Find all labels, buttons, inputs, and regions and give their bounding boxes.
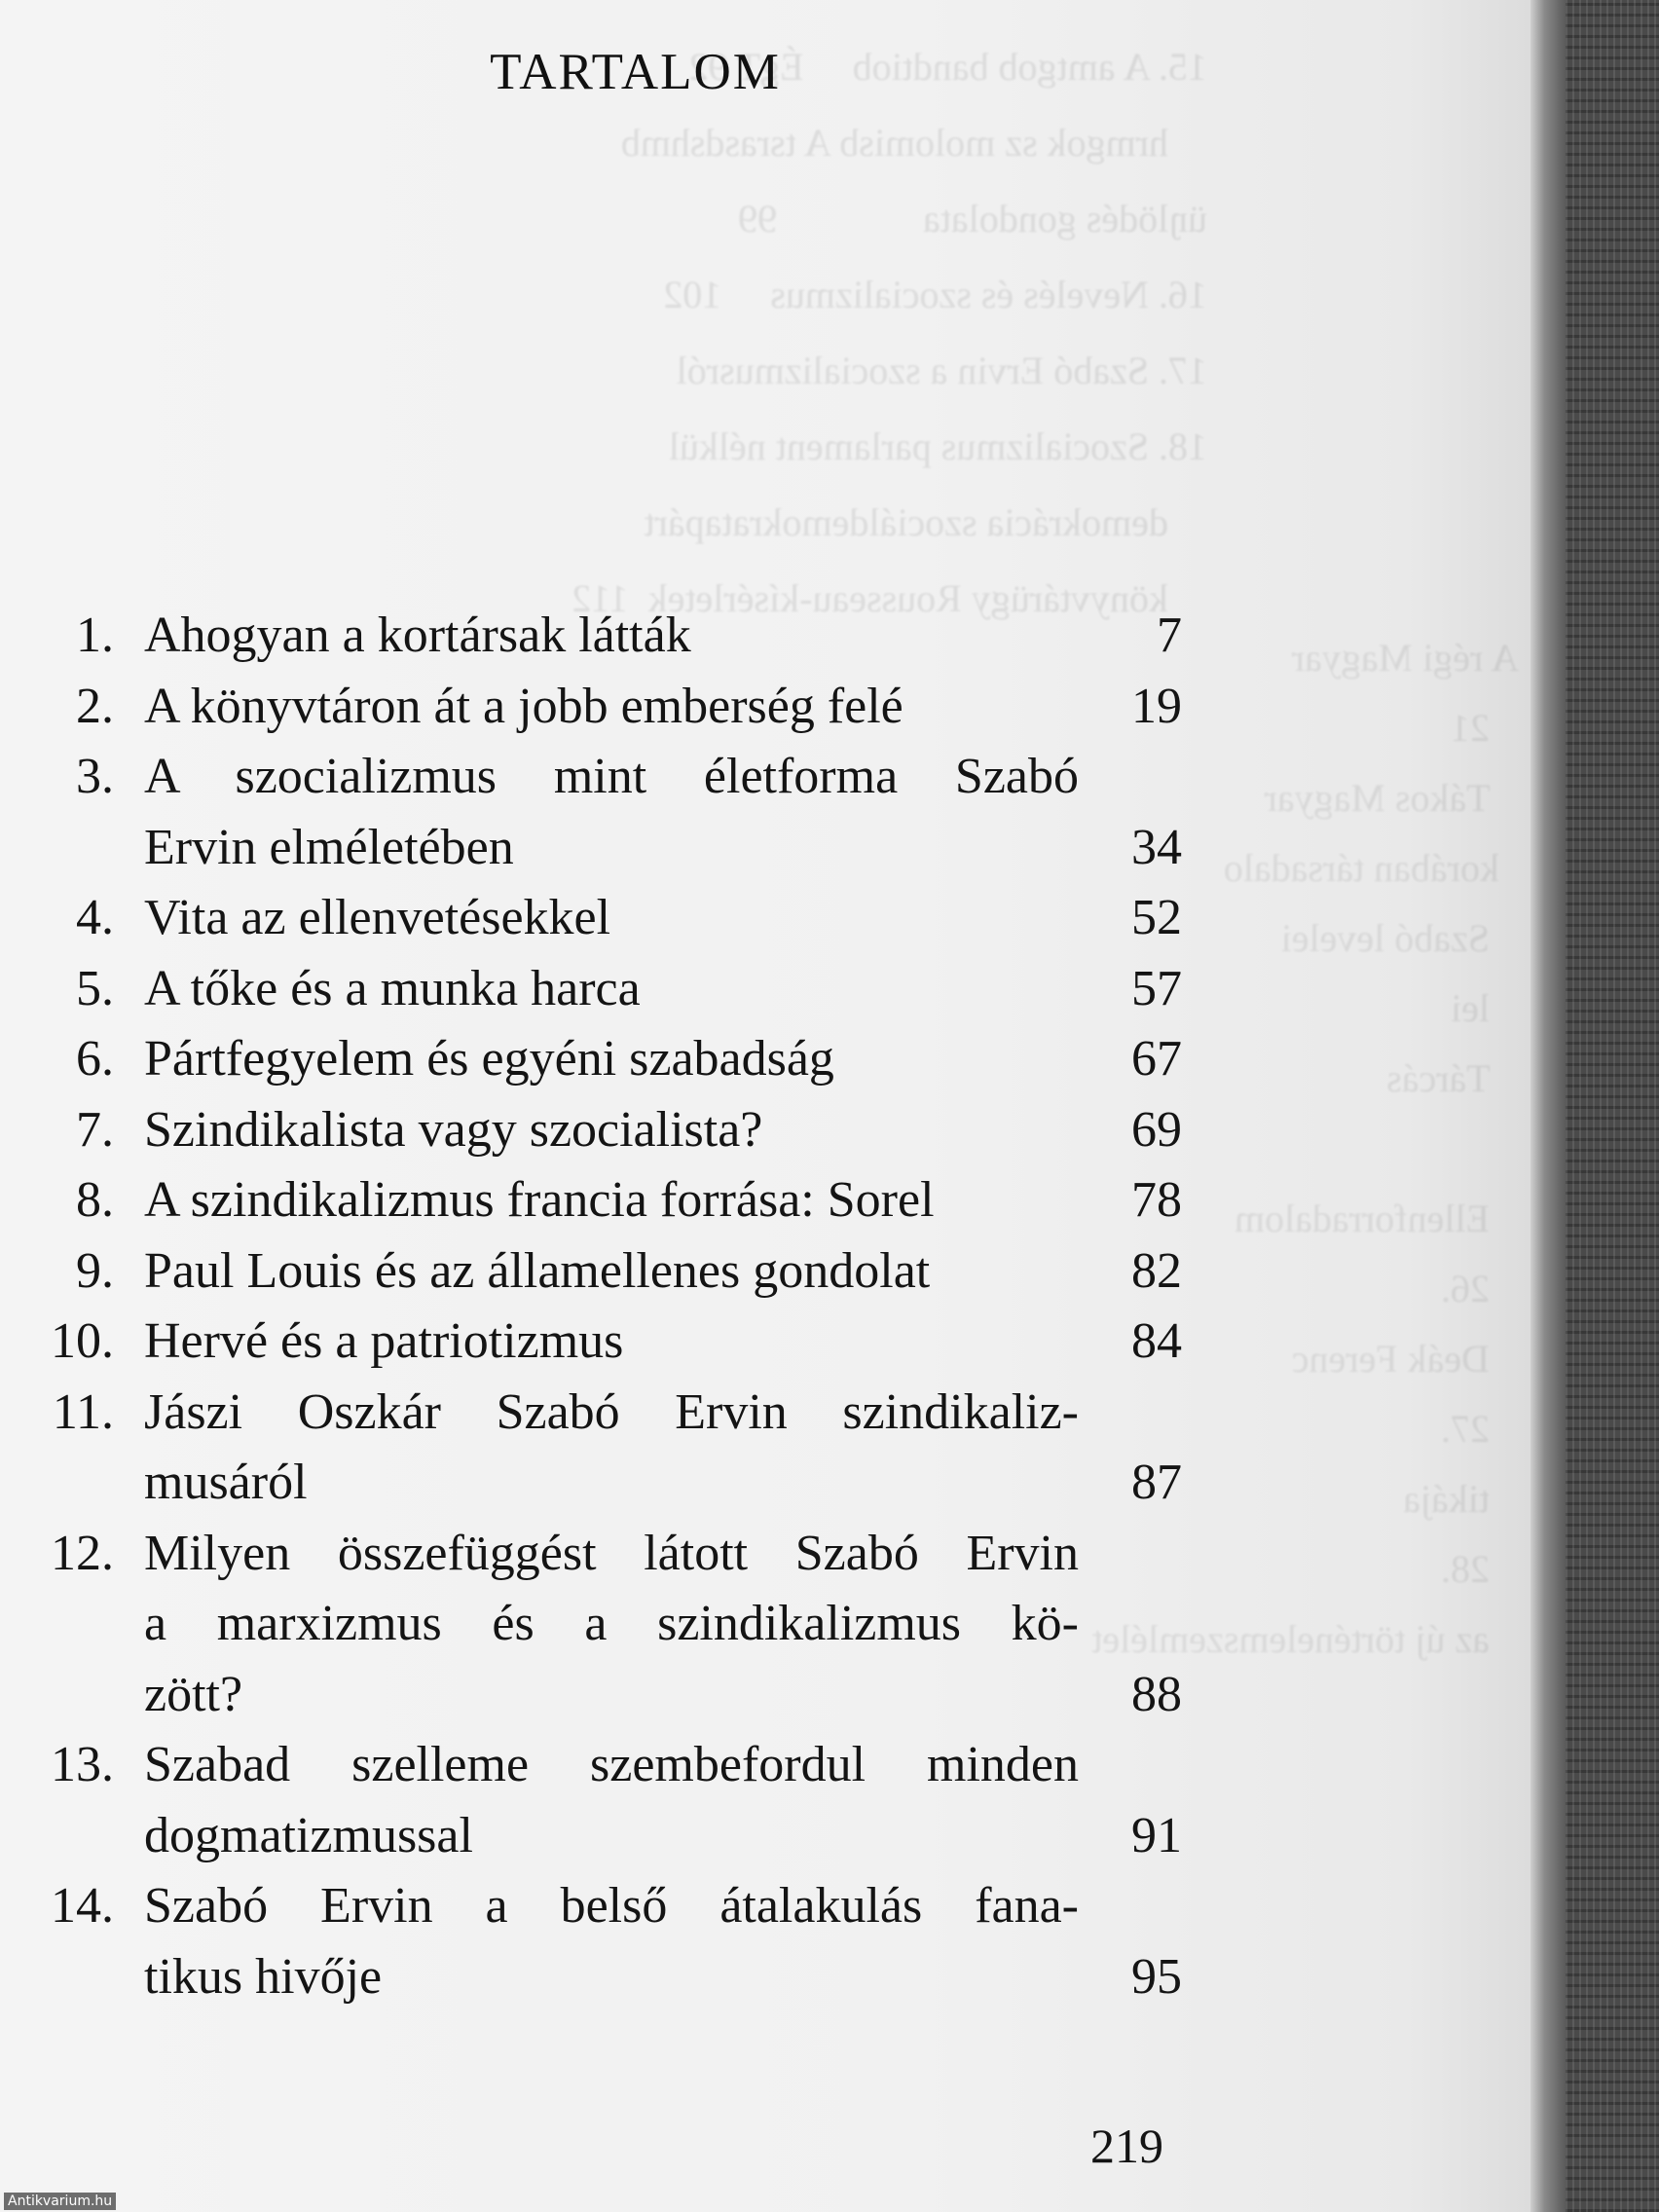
toc-page-reference: 91 — [1131, 1807, 1182, 1863]
toc-entry-title: Szabad szelleme szembefordul minden — [144, 1737, 1079, 1792]
toc-entry-title: dogmatizmussal — [144, 1807, 473, 1863]
toc-line — [0, 1589, 1363, 1660]
toc-entry-number: 12. — [51, 1525, 114, 1581]
show-through-text-lower: A régi Magyar 21 Tákos Magyar korában társadalo Szabó levelei lei Tárcás Ellenforradalom 26. Deák Ferenc 27. tikája 28. az új történelemszemlélet — [1091, 636, 1519, 1661]
toc-entry — [0, 1024, 1363, 1095]
toc-line — [0, 1378, 1363, 1449]
toc-entry-title: Pártfegyelem és egyéni szabadság — [144, 1031, 834, 1087]
toc-line — [0, 1307, 1363, 1378]
toc-entry-number: 5. — [76, 960, 114, 1016]
toc-line — [0, 1801, 1363, 1872]
toc-line — [0, 1942, 1363, 2013]
toc-page-reference: 82 — [1131, 1242, 1182, 1299]
toc-page-reference: 52 — [1131, 890, 1182, 945]
toc-page-reference: 84 — [1131, 1313, 1182, 1369]
toc-entry — [0, 672, 1363, 743]
watermark: Antikvarium.hu — [4, 2193, 116, 2210]
toc-entry-number: 14. — [51, 1878, 114, 1934]
toc-entry — [0, 1165, 1363, 1236]
toc-page-reference: 87 — [1131, 1455, 1182, 1510]
toc-entry-title: zött? — [144, 1666, 243, 1722]
toc-line — [0, 1448, 1363, 1519]
show-through-text: 15. A amtgob bandtiob ÉgT 92 hrmgok sz molomisb A tsrasdshmb üŋlödés gondolata 99 16. Nevelés és szocializmus 102 17. Szabó Ervin a szocializmusról 18. Szocializmus parlament nélkül demokrácia szociáldemokratapárt könyvtárügy Rousseau-kísérletek 112 — [571, 45, 1207, 620]
toc-line — [0, 954, 1363, 1025]
toc-entry-number: 11. — [52, 1383, 114, 1440]
toc-entry-number: 8. — [76, 1172, 114, 1228]
toc-entry — [0, 1730, 1363, 1871]
toc-entry — [0, 1378, 1363, 1519]
toc-entry — [0, 1307, 1363, 1378]
page-number: 219 — [1090, 2119, 1163, 2173]
toc-entry — [0, 601, 1363, 672]
toc-line — [0, 1165, 1363, 1236]
toc-line — [0, 601, 1363, 672]
toc-entry-title: a marxizmus és a szindikalizmus kö- — [144, 1596, 1079, 1651]
toc-entry-number: 6. — [76, 1031, 114, 1087]
toc-line — [0, 1024, 1363, 1095]
toc-entry-title: Szindikalista vagy szocialista? — [144, 1101, 763, 1158]
toc-page-reference: 19 — [1131, 678, 1182, 734]
toc-entry-number: 10. — [51, 1313, 114, 1369]
toc-entry — [0, 954, 1363, 1025]
toc-entry-title: Ahogyan a kortársak látták — [144, 608, 691, 663]
toc-entry-title: tikus hivője — [144, 1948, 383, 2005]
toc-entry — [0, 742, 1363, 883]
toc-entry-title: A tőke és a munka harca — [144, 960, 641, 1016]
toc-entry-title: Szabó Ervin a belső átalakulás fana- — [144, 1878, 1079, 1934]
toc-page-reference: 95 — [1131, 1948, 1182, 2005]
toc-entry-title: musáról — [144, 1455, 308, 1510]
toc-page-reference: 69 — [1131, 1101, 1182, 1158]
toc-entry — [0, 883, 1363, 954]
toc-entry — [0, 1519, 1363, 1731]
toc-entry-title: Ervin elméletében — [144, 819, 514, 875]
toc-page-reference: 57 — [1131, 960, 1182, 1016]
toc-entry-number: 1. — [76, 608, 114, 663]
toc-entry-number: 13. — [51, 1737, 114, 1792]
toc-entry-number: 7. — [76, 1101, 114, 1158]
toc-entry-title: Jászi Oszkár Szabó Ervin szindikaliz- — [144, 1383, 1079, 1440]
toc-line — [0, 1660, 1363, 1731]
toc-page-reference: 78 — [1131, 1172, 1182, 1228]
toc-page-reference: 88 — [1131, 1666, 1182, 1722]
toc-entry-title: Paul Louis és az államellenes gondolat — [144, 1242, 931, 1299]
toc-entry-number: 9. — [76, 1242, 114, 1299]
toc-line — [0, 813, 1363, 884]
book-spine-shadow — [1530, 0, 1566, 2212]
toc-entry-title: Milyen összefüggést látott Szabó Ervin — [144, 1525, 1079, 1581]
toc-entry-title: A könyvtáron át a jobb emberség felé — [144, 678, 903, 734]
toc-line — [0, 1095, 1363, 1166]
toc-line — [0, 1730, 1363, 1801]
table-of-contents — [0, 601, 1363, 2012]
toc-page-reference: 34 — [1131, 819, 1182, 875]
toc-entry-number: 3. — [76, 749, 114, 804]
page-title: TARTALOM — [490, 44, 781, 100]
toc-entry-title: A szindikalizmus francia forrása: Sorel — [144, 1172, 935, 1228]
toc-line — [0, 1236, 1363, 1308]
toc-line — [0, 742, 1363, 813]
toc-entry — [0, 1095, 1363, 1166]
toc-line — [0, 883, 1363, 954]
toc-line — [0, 672, 1363, 743]
toc-page-reference: 67 — [1131, 1031, 1182, 1087]
book-cover-cloth — [1566, 0, 1659, 2212]
toc-entry-title: A szocializmus mint életforma Szabó — [144, 749, 1079, 804]
toc-page-reference: 7 — [1157, 608, 1182, 663]
toc-line — [0, 1871, 1363, 1942]
toc-entry-number: 2. — [76, 678, 114, 734]
toc-entry — [0, 1871, 1363, 2012]
toc-entry — [0, 1236, 1363, 1308]
toc-line — [0, 1519, 1363, 1590]
toc-entry-number: 4. — [76, 890, 114, 945]
toc-entry-title: Vita az ellenvetésekkel — [144, 890, 611, 945]
toc-entry-title: Hervé és a patriotizmus — [144, 1313, 624, 1369]
